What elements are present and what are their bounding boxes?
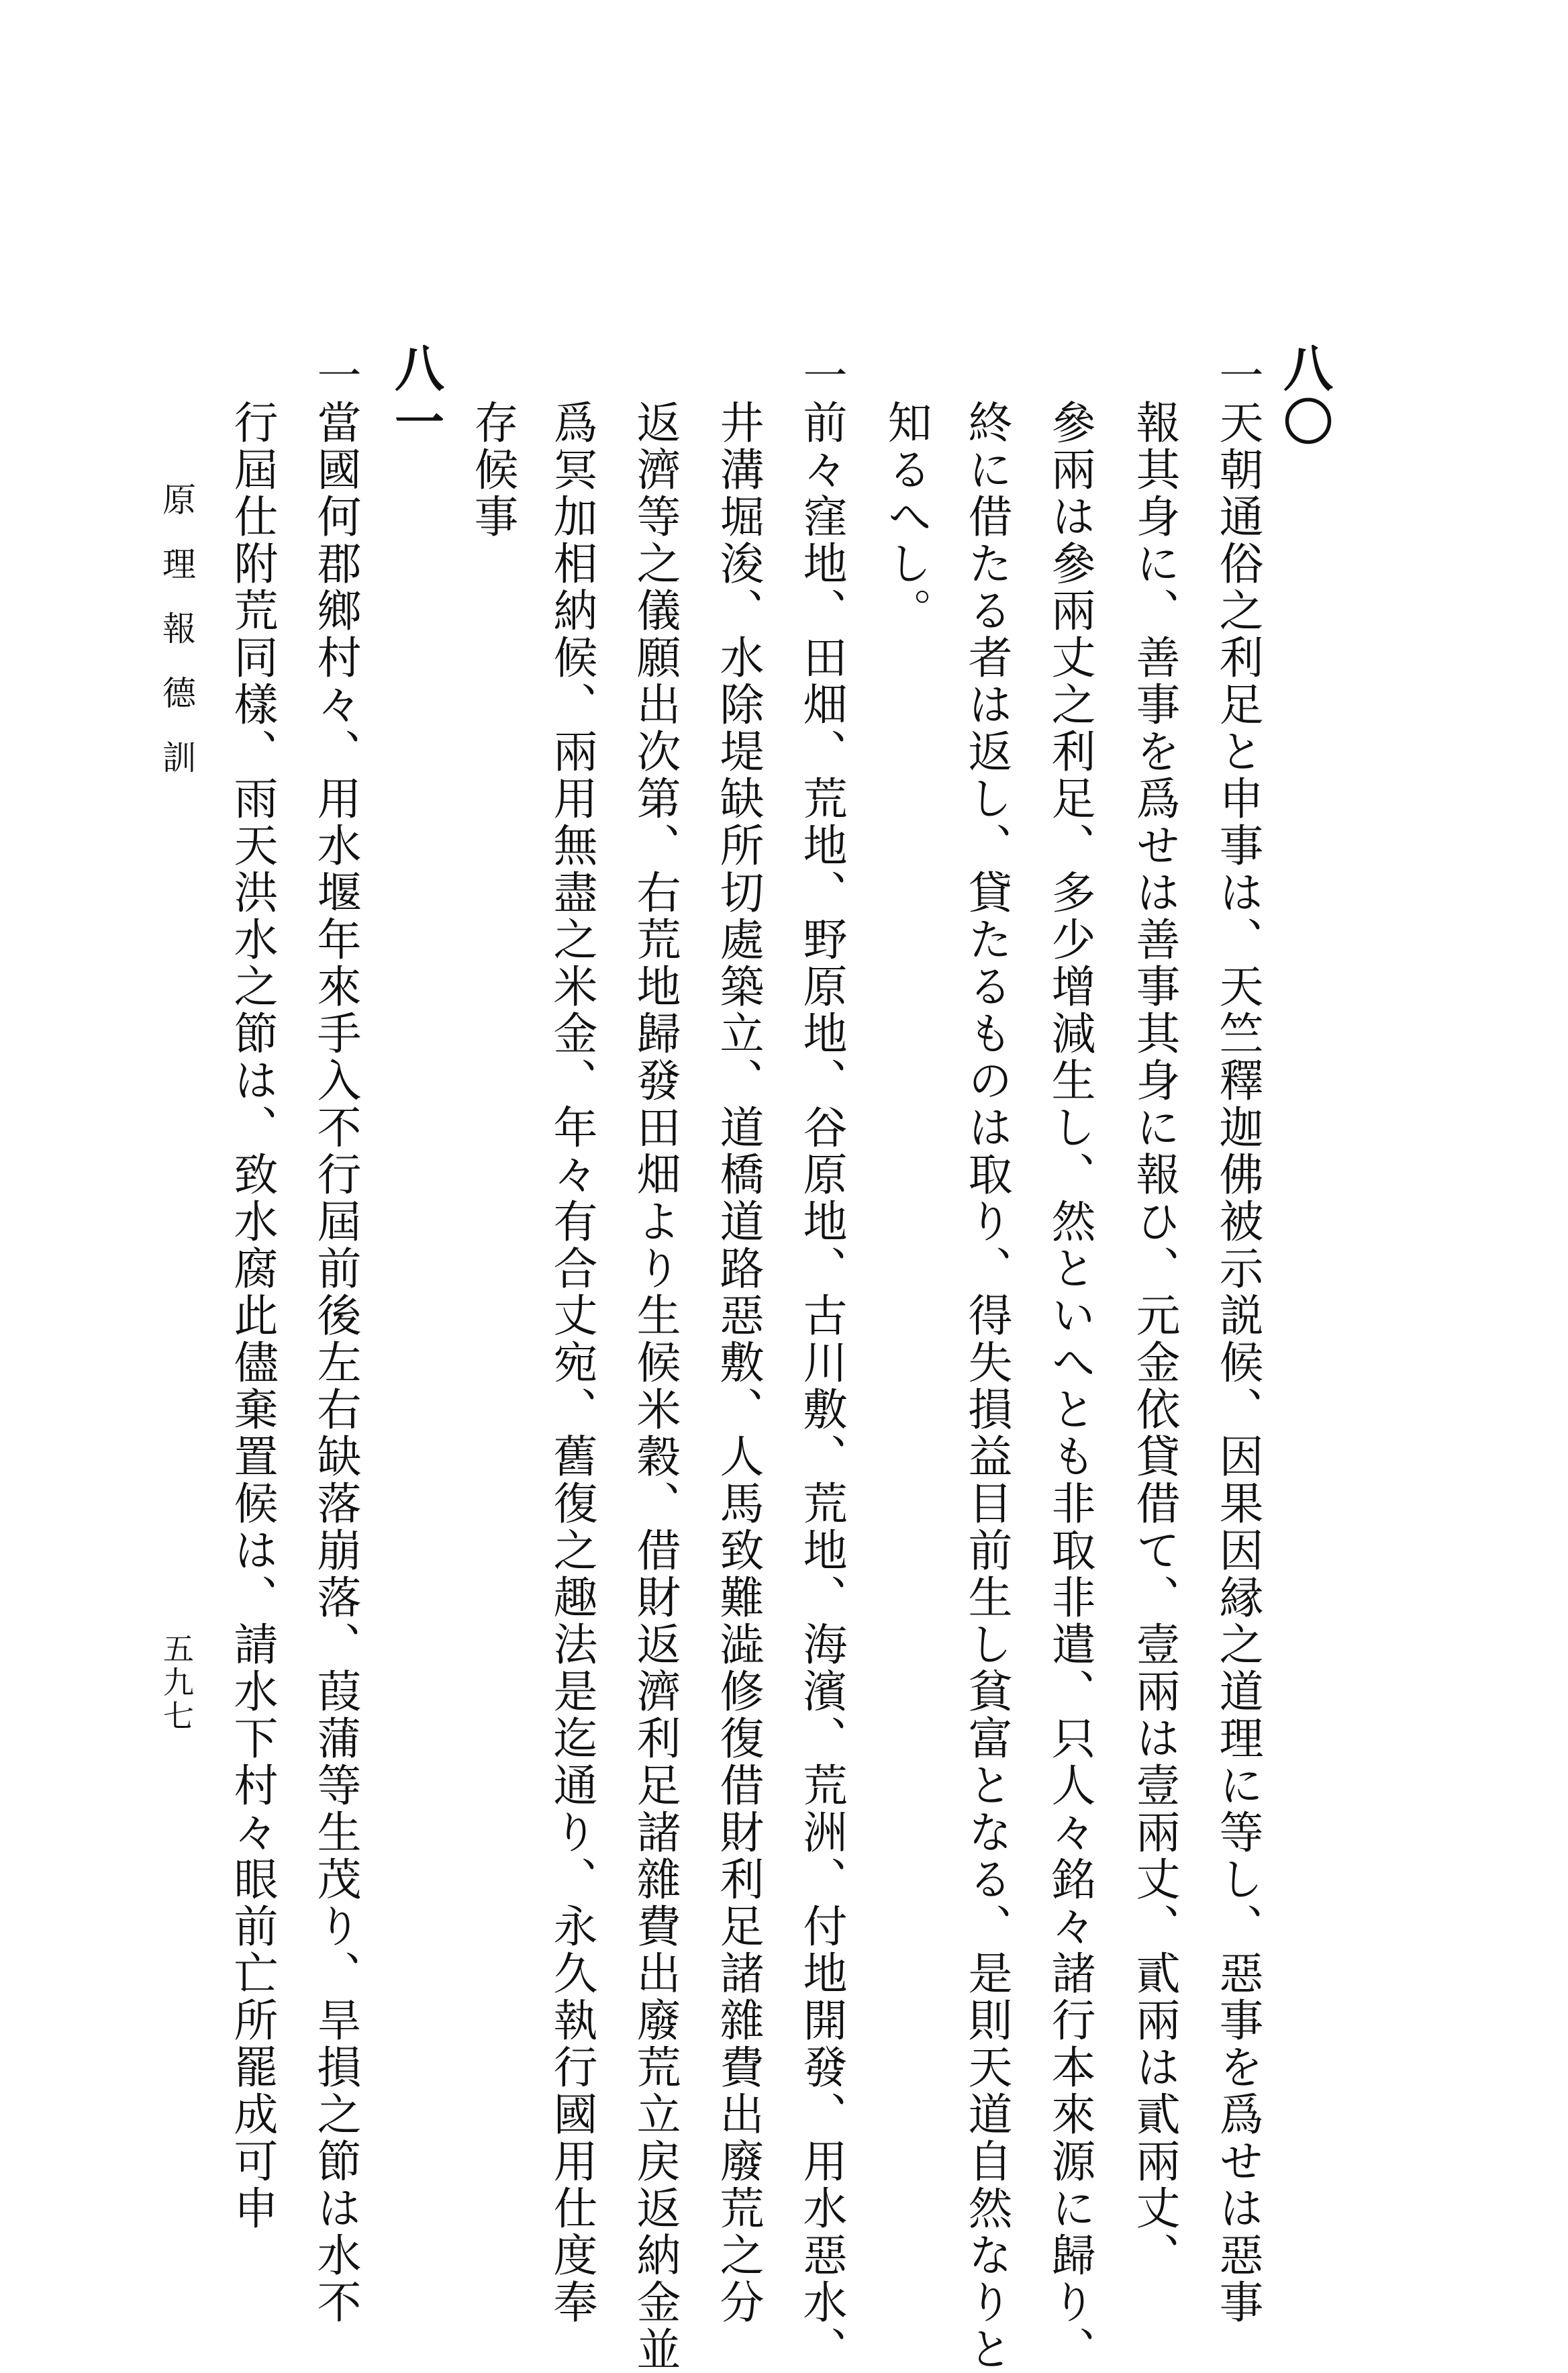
section-80-line-5: 知るへし。 — [880, 399, 932, 634]
item-2-line-3: 返濟等之儀願出次第、右荒地歸發田畑より生候米穀、借財返濟利足諸雜費出廢荒立戻返納金並 — [629, 399, 681, 2373]
section-80-number: 八〇 — [1275, 342, 1333, 450]
item-2-line-1: 一前々窪地、田畑、荒地、野原地、谷原地、古川敷、荒地、海濱、荒洲、付地開發、用水惡水、 — [795, 352, 847, 2373]
section-81-number: 八一 — [387, 342, 444, 450]
section-80-line-3: 參兩は參兩丈之利足、多少增減生し、然といへとも非取非遣、只人々銘々諸行本來源に歸り、 — [1044, 399, 1095, 2373]
book-title: 原理報德訓 — [157, 482, 196, 804]
section-81-line-2: 行屆仕附荒同樣、雨天洪水之節は、致水腐此儘棄置候は、請水下村々眼前亡所罷成可申 — [226, 399, 278, 2232]
section-80-line-1: 一天朝通俗之利足と申事は、天竺釋迦佛被示説候、因果因縁之道理に等し、惡事を爲せは惡事 — [1212, 352, 1263, 2326]
item-2-line-4: 爲冥加相納候、兩用無盡之米金、年々有合丈宛、舊復之趣法是迄通り、永久執行國用仕度奉 — [546, 399, 597, 2326]
section-80-line-2: 報其身に、善事を爲せは善事其身に報ひ、元金依貸借て、壹兩は壹兩丈、貳兩は貳兩丈、 — [1128, 399, 1180, 2279]
item-2-line-5: 存候事 — [467, 399, 518, 540]
item-2-line-2: 井溝堀浚、水除堤缺所切處築立、道橋道路惡敷、人馬致難澁修復借財利足諸雜費出廢荒之分 — [712, 399, 764, 2326]
section-81-line-1: 一當國何郡鄉村々、用水堰年來手入不行屆前後左右缺落崩落、葭蒲等生茂り、旱損之節は水不 — [309, 352, 361, 2326]
section-80-line-4: 終に借たる者は返し、貸たるものは取り、得失損益目前生し貧富となる、是則天道自然なりと — [961, 399, 1012, 2373]
page-number: 五九七 — [158, 1633, 195, 1733]
